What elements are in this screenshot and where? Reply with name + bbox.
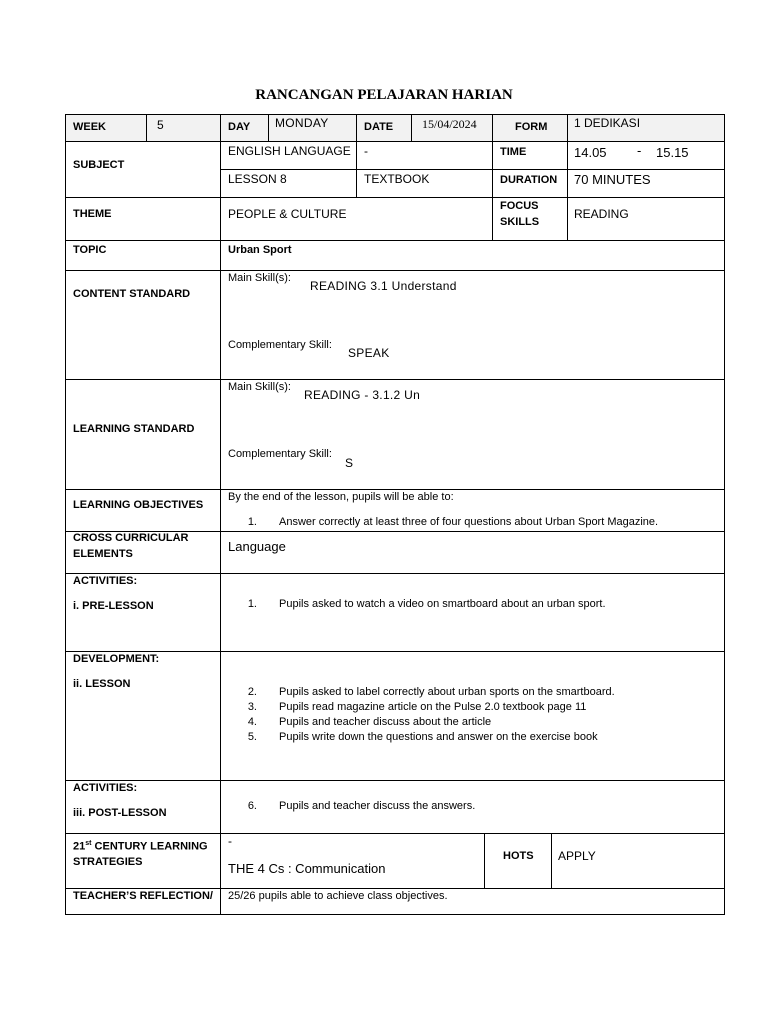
week-value-cell — [146, 114, 221, 142]
learning-standard-value-cell — [220, 379, 725, 490]
cross-curricular-value: Language — [228, 539, 286, 554]
subject-extra-cell — [356, 141, 493, 170]
topic-value-cell — [220, 240, 725, 271]
reflection-value: 25/26 pupils able to achieve class objectives. — [228, 890, 448, 902]
activity-item — [233, 716, 491, 728]
theme-value-cell — [220, 197, 493, 241]
post-lesson-label-line1: ACTIVITIES: — [73, 782, 138, 794]
cross-curricular-label-line2: ELEMENTS — [73, 548, 133, 560]
learning-comp-skill-value: S — [345, 456, 354, 470]
list-number: 6. — [247, 800, 257, 812]
time-end: 15.15 — [656, 145, 689, 160]
topic-label: TOPIC — [73, 244, 107, 256]
content-main-skill-label: Main Skill(s): — [228, 272, 291, 284]
list-number: 5. — [247, 731, 257, 743]
content-comp-skill-value: SPEAK — [348, 346, 390, 360]
strategies-label-line2: STRATEGIES — [73, 856, 143, 868]
list-text: Answer correctly at least three of four questions about Urban Sport Magazine. — [279, 516, 659, 528]
hots-label-cell — [484, 833, 552, 889]
subject-label-cell — [65, 141, 221, 198]
date-label: DATE — [364, 121, 394, 133]
content-standard-value-cell — [220, 270, 725, 380]
pre-lesson-label-cell — [65, 573, 221, 652]
content-standard-label: CONTENT STANDARD — [73, 288, 191, 300]
objectives-label-cell — [65, 489, 221, 532]
subject-name-cell — [220, 141, 357, 170]
list-number: 1. — [247, 516, 257, 528]
date-value-cell — [411, 114, 493, 142]
learning-main-skill-label: Main Skill(s): — [228, 381, 291, 393]
form-value: 1 DEDIKASI — [574, 116, 641, 130]
strategies-rest: CENTURY LEARNING — [91, 840, 208, 853]
strategies-value: THE 4 Cs : Communication — [228, 861, 386, 876]
learning-standard-label-cell — [65, 379, 221, 490]
list-text: Pupils write down the questions and answer on the exercise book — [279, 731, 598, 743]
content-comp-skill-label: Complementary Skill: — [228, 339, 332, 351]
learning-comp-skill-label: Complementary Skill: — [228, 448, 332, 460]
cross-curricular-value-cell — [220, 531, 725, 574]
theme-label: THEME — [73, 208, 112, 220]
pre-lesson-label-line2: i. PRE-LESSON — [73, 600, 154, 612]
list-number: 1. — [247, 598, 257, 610]
time-label-cell — [492, 141, 568, 170]
list-text: Pupils and teacher discuss about the article — [279, 716, 492, 728]
content-main-skill-value: READING 3.1 Understand — [310, 279, 457, 293]
list-text: Pupils asked to watch a video on smartboard about an urban sport. — [279, 598, 606, 610]
hots-label: HOTS — [503, 850, 534, 862]
form-label: FORM — [515, 121, 548, 133]
hots-value-cell — [551, 833, 725, 889]
list-text: Pupils asked to label correctly about urban sports on the smartboard. — [279, 686, 615, 698]
list-text: Pupils read magazine article on the Pulse 2.0 textbook page 11 — [279, 701, 587, 713]
activity-item — [233, 686, 615, 698]
strategies-label-line1 — [73, 840, 208, 853]
lesson-value-cell — [220, 651, 725, 781]
list-number: 2. — [247, 686, 257, 698]
theme-value: PEOPLE & CULTURE — [228, 207, 347, 221]
learning-main-skill-value: READING - 3.1.2 Un — [304, 388, 421, 402]
strategies-value-cell — [220, 833, 485, 889]
hots-value: APPLY — [558, 849, 596, 863]
strategies-sup: st — [85, 840, 92, 847]
material: TEXTBOOK — [364, 172, 430, 186]
list-text: Pupils and teacher discuss the answers. — [279, 800, 476, 812]
pre-lesson-label-line1: ACTIVITIES: — [73, 575, 138, 587]
objectives-value-cell — [220, 489, 725, 532]
day-value-cell — [268, 114, 357, 142]
subject-name: ENGLISH LANGUAGE — [228, 144, 351, 158]
cross-curricular-label-cell — [65, 531, 221, 574]
lesson-number: LESSON 8 — [228, 172, 287, 186]
focus-label-line1: FOCUS — [500, 200, 539, 212]
week-label-cell — [65, 114, 147, 142]
form-label-cell — [492, 114, 568, 142]
learning-standard-label: LEARNING STANDARD — [73, 423, 195, 435]
list-number: 3. — [247, 701, 257, 713]
time-label: TIME — [500, 146, 527, 158]
reflection-label-cell — [65, 888, 221, 915]
focus-label-cell — [492, 197, 568, 241]
activity-item — [233, 731, 598, 743]
theme-label-cell — [65, 197, 221, 241]
form-value-cell — [567, 114, 725, 142]
week-value: 5 — [157, 118, 164, 132]
strategies-label-cell — [65, 833, 221, 889]
focus-value: READING — [574, 207, 629, 221]
objectives-label: LEARNING OBJECTIVES — [73, 499, 204, 511]
duration-value-cell — [567, 169, 725, 198]
time-dash: - — [637, 143, 642, 158]
reflection-label: TEACHER’S REFLECTION/ — [73, 890, 213, 902]
focus-value-cell — [567, 197, 725, 241]
reflection-value-cell — [220, 888, 725, 915]
day-label-cell — [220, 114, 269, 142]
time-start: 14.05 — [574, 145, 607, 160]
content-standard-label-cell — [65, 270, 221, 380]
duration-value: 70 MINUTES — [574, 172, 651, 187]
week-label: WEEK — [73, 121, 106, 133]
post-lesson-label-cell — [65, 780, 221, 834]
topic-value: Urban Sport — [228, 244, 292, 256]
lesson-label-cell — [65, 651, 221, 781]
strategies-dash: - — [228, 834, 232, 848]
topic-label-cell — [65, 240, 221, 271]
lesson-label-line1: DEVELOPMENT: — [73, 653, 160, 665]
day-value: MONDAY — [275, 116, 329, 130]
post-lesson-value-cell — [220, 780, 725, 834]
duration-label-cell — [492, 169, 568, 198]
activity-item — [233, 598, 606, 610]
material-cell — [356, 169, 493, 198]
duration-label: DURATION — [500, 174, 558, 186]
subject-extra: - — [364, 144, 368, 158]
page-title: RANCANGAN PELAJARAN HARIAN — [255, 87, 513, 103]
activity-item — [233, 701, 586, 713]
lesson-label-line2: ii. LESSON — [73, 678, 131, 690]
date-label-cell — [356, 114, 412, 142]
objective-item — [233, 516, 658, 528]
post-lesson-label-line2: iii. POST-LESSON — [73, 807, 167, 819]
activity-item — [233, 800, 475, 812]
cross-curricular-label-line1: CROSS CURRICULAR — [73, 532, 189, 544]
list-number: 4. — [247, 716, 257, 728]
strategies-num: 21 — [73, 840, 86, 853]
subject-label: SUBJECT — [73, 159, 125, 171]
focus-label-line2: SKILLS — [500, 216, 540, 228]
pre-lesson-value-cell — [220, 573, 725, 652]
time-value-cell — [567, 141, 725, 170]
date-value: 15/04/2024 — [422, 117, 477, 131]
day-label: DAY — [228, 121, 251, 133]
objectives-intro: By the end of the lesson, pupils will be able to: — [228, 491, 454, 503]
lesson-number-cell — [220, 169, 357, 198]
